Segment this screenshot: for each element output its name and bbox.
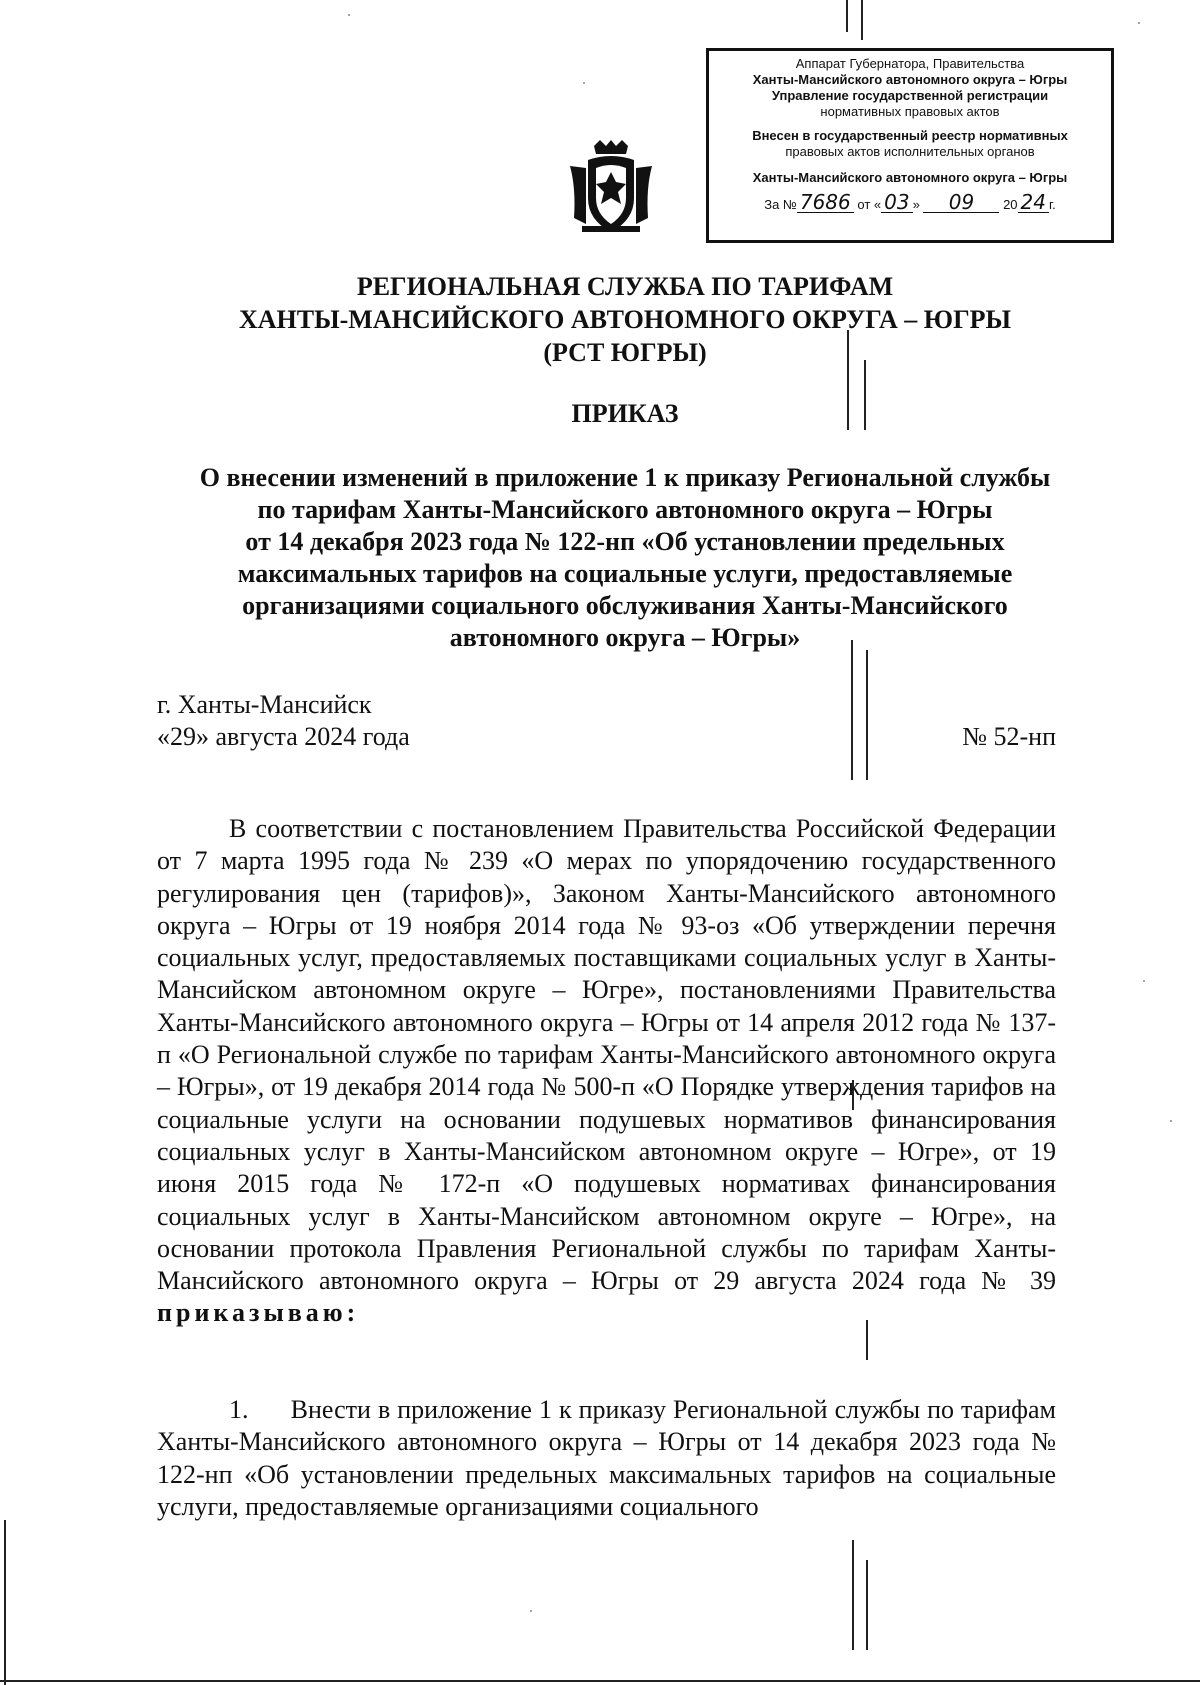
subject-line: от 14 декабря 2023 года № 122-нп «Об установлении предельных [245, 527, 1005, 556]
org-line: (РСТ ЮГРЫ) [543, 338, 707, 367]
coat-of-arms-icon [566, 138, 656, 236]
speck [530, 1610, 532, 1612]
stamp-line: Управление государственной регистрации [771, 88, 1049, 103]
org-line: ХАНТЫ-МАНСИЙСКОГО АВТОНОМНОГО ОКРУГА – ЮГРЫ [238, 305, 1012, 334]
speck [1170, 1120, 1172, 1122]
clause-paragraph [157, 1394, 1056, 1523]
subject-line: автономного округа – Югры» [449, 623, 801, 652]
scan-line [852, 1540, 854, 1650]
document-type: ПРИКАЗ [571, 399, 679, 428]
preamble-paragraph [157, 813, 1056, 1330]
clause-number: 1. [229, 1395, 249, 1424]
stamp-from: от « [857, 197, 882, 212]
stamp-month: 09 [923, 192, 999, 213]
stamp-year: 24 [1018, 192, 1049, 213]
speck [348, 14, 350, 16]
scan-line [851, 640, 853, 780]
stamp-registration-row [713, 192, 1107, 213]
scan-line [4, 1520, 6, 1685]
scan-line [861, 0, 863, 40]
stamp-line: Внесен в государственный реестр нормативных [752, 128, 1068, 143]
stamp-day: 03 [881, 192, 912, 213]
preamble-text: В соответствии с постановлением Правительства Российской Федерации от 7 марта 1995 года № 239 «О мерах по упорядочению государственного регулирования цен (тарифов)», Законом Ханты-Мансийского автономного округа – Югры от 19 ноября 2014 года № 93-оз «Об утверждении перечня социальных услуг, предоставляемых поставщиками социальных услуг в Ханты-Мансийском автономном округе – Югре», постановлениями Правительства Ханты-Мансийского автономного округа – Югры от 14 апреля 2012 года № 137-п «О Региональной службе по тарифам Ханты-Мансийского автономного округа – Югры», от 19 декабря 2014 года № 500-п «О Порядке утверждения тарифов на социальные услуги на основании подушевых нормативов финансирования социальных услуг в Ханты-Мансийском автономном округе – Югре», от 19 июня 2015 года № 172-п «О подушевых нормативах финансирования социальных услуг в Ханты-Мансийском автономном округе – Югре», на основании протокола Правления Региональной службы по тарифам Ханты-Мансийского автономного округа – Югры от 29 августа 2024 года № 39 [157, 814, 1056, 1296]
subject-line: О внесении изменений в приложение 1 к приказу Региональной службы [199, 463, 1051, 492]
stamp-line: Аппарат Губернатора, Правительства [795, 56, 1025, 71]
subject-line: организациями социального обслуживания Ханты-Мансийского [242, 591, 1008, 620]
subject-line: максимальных тарифов на социальные услуги, предоставляемые [237, 559, 1013, 588]
stamp-line: Ханты-Мансийского автономного округа – Югры [752, 170, 1068, 185]
stamp-registration-number: 7686 [797, 192, 854, 213]
speck [1143, 980, 1145, 982]
scan-line [866, 1560, 868, 1650]
org-line: РЕГИОНАЛЬНАЯ СЛУЖБА ПО ТАРИФАМ [356, 272, 894, 301]
stamp-num-prefix: За № [764, 197, 797, 212]
subject-line: по тарифам Ханты-Мансийского автономного округа – Югры [257, 495, 993, 524]
registration-stamp [706, 48, 1114, 243]
stamp-year-suffix: г. [1049, 197, 1056, 212]
issue-city: г. Ханты-Мансийск [157, 690, 372, 719]
speck [1138, 22, 1140, 24]
stamp-line: Ханты-Мансийского автономного округа – Югры [752, 72, 1068, 87]
speck [583, 82, 585, 84]
document-number: № 52-нп [962, 722, 1056, 751]
order-keyword: приказываю: [157, 1298, 360, 1328]
stamp-line: правовых актов исполнительных органов [785, 144, 1035, 159]
stamp-year-prefix: 20 [1003, 197, 1018, 212]
scan-line [846, 0, 848, 32]
document-subject [150, 462, 1100, 654]
stamp-line: нормативных правовых актов [820, 104, 1000, 119]
issue-date: «29» августа 2024 года [157, 722, 410, 751]
organization-name [150, 270, 1100, 369]
scan-line [866, 650, 868, 780]
clause-text: Внести в приложение 1 к приказу Региональной службы по тарифам Ханты-Мансийского автономного округа – Югры от 14 декабря 2023 года № 122-нп «Об установлении предельных максимальных тарифов на социальные услуги, предоставляемые организациями социального [157, 1395, 1057, 1521]
stamp-quote: » [912, 197, 920, 212]
scan-line [0, 1680, 1200, 1682]
